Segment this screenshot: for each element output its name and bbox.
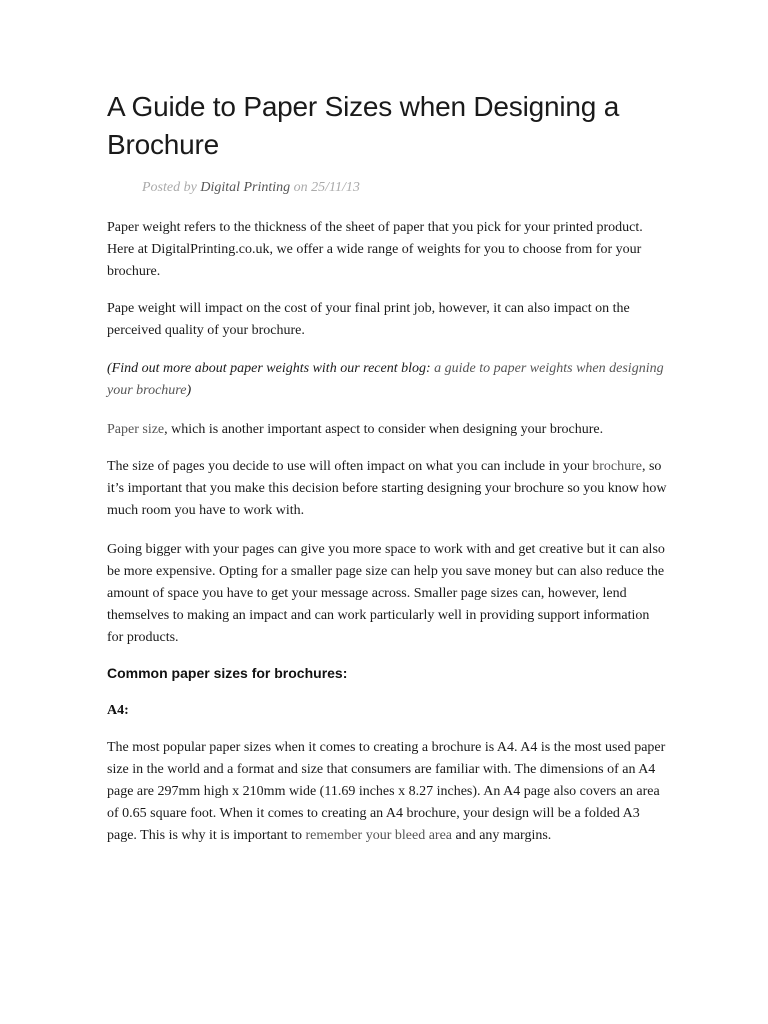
posted-by-label: Posted by (142, 180, 197, 195)
find-out-more-close: ) (186, 383, 192, 398)
paragraph-paper-size (107, 419, 667, 441)
paper-size-link[interactable]: Paper size (107, 422, 165, 437)
post-date: 25/11/13 (311, 180, 360, 195)
on-label: on (293, 180, 308, 195)
page-size-impact-suffix: , so it’s important that you make this decision before starting designing your brochure so you know how much room you have to work with. (107, 459, 667, 518)
a4-heading: A4: (107, 703, 129, 718)
bleed-area-link[interactable]: remember your bleed area (305, 828, 452, 843)
brochure-link[interactable]: brochure (592, 459, 642, 474)
paper-weights-blog-link[interactable]: a guide to paper weights when designing your brochure (107, 361, 664, 398)
paragraph-weight-impact: Pape weight will impact on the cost of your final print job, however, it can also impact on the perceived quality of your brochure. (107, 301, 630, 338)
post-meta (142, 178, 360, 198)
find-out-more-text: (Find out more about paper weights with our recent blog: (107, 361, 435, 376)
page-size-impact-text: The size of pages you decide to use will often impact on what you can include in your (107, 459, 593, 474)
paragraph-page-size-impact (107, 456, 667, 522)
paragraph-a4 (107, 737, 667, 847)
paragraph-paper-weight: Paper weight refers to the thickness of the sheet of paper that you pick for your printed product. Here at DigitalPrinting.co.uk, we offer a wide range of weights for you to choose from for your brochure. (107, 220, 643, 279)
author-link[interactable]: Digital Printing (200, 180, 291, 195)
paper-size-text: , which is another important aspect to consider when designing your brochure. (164, 422, 604, 437)
paragraph-find-out-more (107, 358, 667, 402)
paragraph-going-bigger: Going bigger with your pages can give you more space to work with and get creative but it can also be more expensive. Opting for a smaller page size can help you save money but can also reduce the amount of space you have to get your message across. Smaller page sizes can, however, lend themselves to making an impact and can work particularly well in providing support information for products. (107, 542, 665, 645)
article-title: A Guide to Paper Sizes when Designing a Brochure (107, 91, 620, 160)
a4-text: The most popular paper sizes when it comes to creating a brochure is A4. A4 is the most used paper size in the world and a format and size that consumers are familiar with. The dimensions of an A4 page are 297mm high x 210mm wide (11.69 inches x 8.27 inches). An A4 page also covers an area of 0.65 square foot. When it comes to creating an A4 brochure, your design will be a folded A3 page. This is why it is important to (107, 740, 666, 843)
a4-suffix: and any margins. (452, 828, 552, 843)
section-heading-common-sizes: Common paper sizes for brochures: (107, 665, 348, 681)
